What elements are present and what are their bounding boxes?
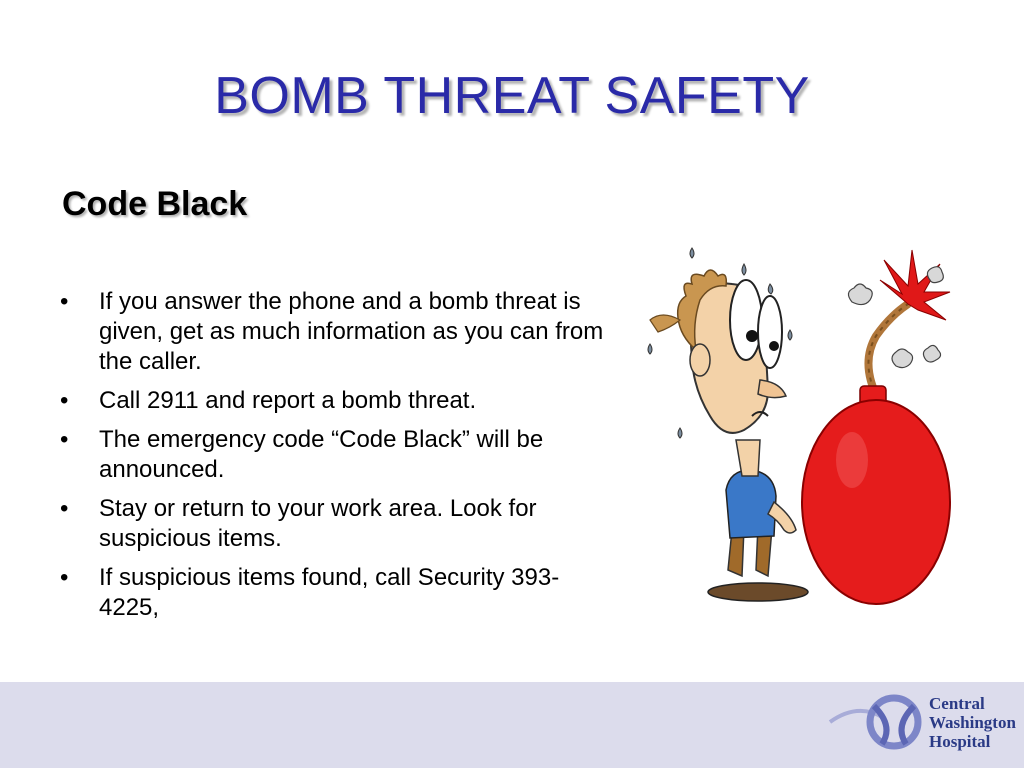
bullet-text: The emergency code “Code Black” will be announced. (99, 426, 544, 483)
bullet-item (58, 287, 608, 377)
bullet-dot: • (60, 288, 69, 315)
bullet-text: If suspicious items found, call Security 393-4225, (99, 564, 560, 621)
slide-title: BOMB THREAT SAFETY (214, 67, 810, 125)
hospital-logo-icon (828, 692, 924, 754)
bullet-dot: • (60, 495, 69, 522)
slide-subtitle: Code Black (62, 185, 248, 223)
spark-icon (880, 250, 950, 320)
bullet-item (58, 563, 608, 623)
logo-line: Washington (929, 713, 1016, 732)
bullet-text: Call 2911 and report a bomb threat. (99, 387, 477, 414)
logo-line: Hospital (929, 732, 991, 751)
bomb-cartoon-illustration (640, 240, 952, 610)
bullet-text: Stay or return to your work area. Look for suspicious items. (99, 495, 537, 552)
bullet-item (58, 425, 608, 485)
bullet-text: If you answer the phone and a bomb threat is given, get as much information as you can from the caller. (99, 288, 604, 375)
bullet-dot: • (60, 387, 69, 414)
hospital-logo-text (929, 694, 1016, 751)
logo-line: Central (929, 694, 985, 713)
bullet-item (58, 494, 608, 554)
bullet-dot: • (60, 564, 69, 591)
bullet-dot: • (60, 426, 69, 453)
bullet-list (58, 287, 608, 632)
bullet-item (58, 386, 608, 416)
